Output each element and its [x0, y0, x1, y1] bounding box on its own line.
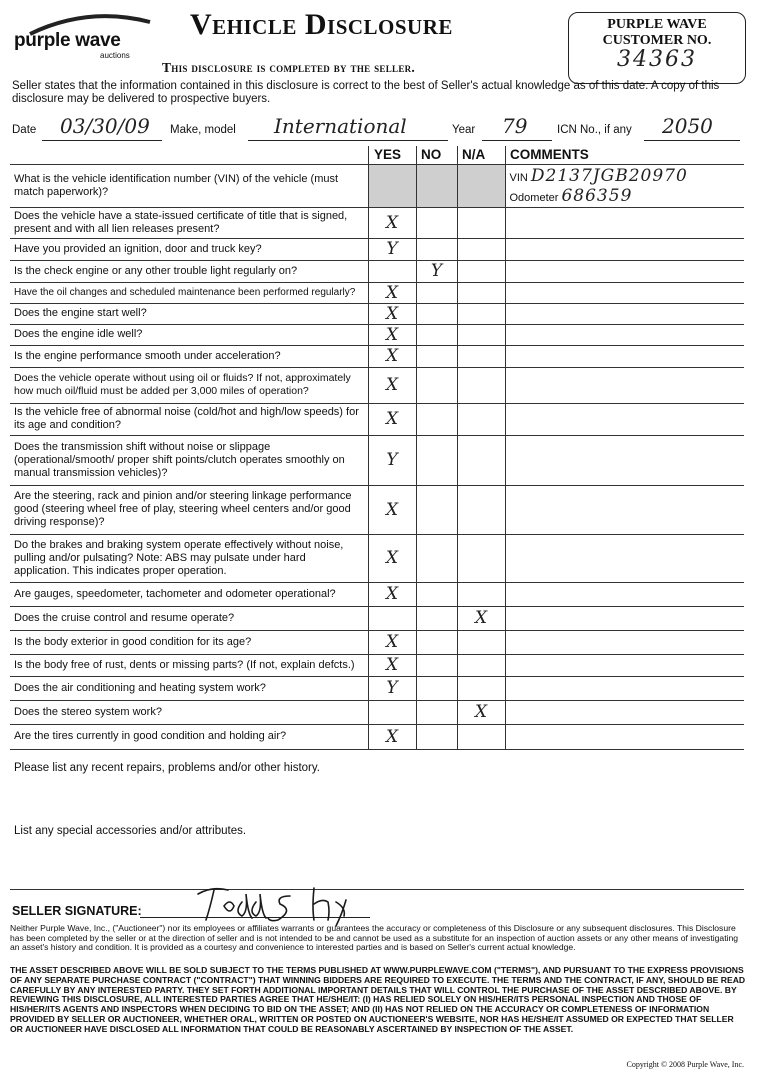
na-checkbox[interactable]: X: [457, 606, 505, 630]
table-row: [10, 324, 744, 345]
yes-checkbox[interactable]: X: [368, 403, 416, 435]
comment-cell[interactable]: [505, 485, 744, 534]
table-row: [10, 654, 744, 676]
comment-cell[interactable]: [505, 534, 744, 582]
accessories-label: List any special accessories and/or attributes.: [14, 825, 247, 837]
customer-box-line2: CUSTOMER NO.: [602, 33, 712, 48]
vin-label: VIN: [509, 171, 528, 184]
na-checkbox[interactable]: [457, 654, 505, 676]
page-subtitle: This disclosure is completed by the seller.: [162, 60, 416, 75]
question-text: Do the brakes and braking system operate effectively without noise, pulling and/or pulsating? Note: ABS may pulsate under hard application. This indicates proper operation.: [10, 534, 368, 582]
no-checkbox[interactable]: [416, 630, 457, 654]
header-yes: YES: [374, 147, 402, 162]
na-checkbox[interactable]: [457, 207, 505, 238]
icn-label: ICN No., if any: [557, 124, 632, 136]
date-field[interactable]: 03/30/09: [60, 114, 150, 138]
page-title: Vehicle Disclosure: [190, 8, 453, 41]
yes-checkbox[interactable]: X: [368, 654, 416, 676]
header-row: [10, 146, 744, 164]
vin-comment: [505, 164, 744, 207]
yes-checkbox[interactable]: Y: [368, 238, 416, 260]
icn-field[interactable]: 2050: [662, 114, 713, 138]
table-row: [10, 676, 744, 700]
question-text: Is the body exterior in good condition for its age?: [10, 630, 368, 654]
no-checkbox[interactable]: [416, 606, 457, 630]
comment-cell[interactable]: [505, 345, 744, 367]
yes-checkbox[interactable]: X: [368, 345, 416, 367]
yes-checkbox[interactable]: X: [368, 303, 416, 324]
na-checkbox[interactable]: [457, 367, 505, 403]
no-checkbox[interactable]: [416, 676, 457, 700]
table-row: [10, 164, 744, 207]
table-row: [10, 207, 744, 238]
make-label: Make, model: [170, 124, 236, 136]
no-checkbox[interactable]: [416, 435, 457, 485]
na-checkbox[interactable]: [457, 303, 505, 324]
comment-cell[interactable]: [505, 654, 744, 676]
no-checkbox[interactable]: [416, 654, 457, 676]
yes-checkbox[interactable]: [368, 700, 416, 724]
no-checkbox[interactable]: Y: [416, 260, 457, 282]
table-row: [10, 700, 744, 724]
na-checkbox[interactable]: [457, 676, 505, 700]
na-checkbox[interactable]: [457, 282, 505, 303]
question-text: Does the engine idle well?: [10, 324, 368, 345]
comment-cell[interactable]: [505, 724, 744, 749]
no-checkbox[interactable]: [416, 207, 457, 238]
comment-cell[interactable]: [505, 676, 744, 700]
make-field[interactable]: International: [274, 114, 407, 138]
divider: [10, 889, 744, 890]
table-row: [10, 485, 744, 534]
comment-cell[interactable]: [505, 435, 744, 485]
yes-checkbox[interactable]: [368, 606, 416, 630]
yes-cell: [368, 164, 416, 207]
year-label: Year: [452, 124, 476, 136]
yes-checkbox[interactable]: X: [368, 630, 416, 654]
yes-checkbox[interactable]: X: [368, 207, 416, 238]
yes-checkbox[interactable]: X: [368, 724, 416, 749]
question-text: Does the engine start well?: [10, 303, 368, 324]
comment-cell[interactable]: [505, 700, 744, 724]
table-row: [10, 534, 744, 582]
table-row: [10, 724, 744, 749]
question-text: Does the air conditioning and heating system work?: [10, 676, 368, 700]
comment-cell[interactable]: [505, 403, 744, 435]
copyright: Copyright © 2008 Purple Wave, Inc.: [626, 1060, 744, 1069]
purple-wave-logo: [8, 8, 158, 58]
comment-cell[interactable]: [505, 260, 744, 282]
no-checkbox[interactable]: [416, 403, 457, 435]
yes-checkbox[interactable]: [368, 260, 416, 282]
no-checkbox[interactable]: [416, 238, 457, 260]
header-comments: COMMENTS: [510, 147, 589, 162]
question-text: Does the stereo system work?: [10, 700, 368, 724]
customer-number-value[interactable]: 34363: [617, 47, 697, 72]
comment-cell[interactable]: [505, 324, 744, 345]
comment-cell[interactable]: [505, 303, 744, 324]
na-checkbox[interactable]: [457, 435, 505, 485]
yes-checkbox[interactable]: Y: [368, 435, 416, 485]
na-checkbox[interactable]: [457, 238, 505, 260]
question-text: Is the engine performance smooth under acceleration?: [10, 345, 368, 367]
na-checkbox[interactable]: X: [457, 700, 505, 724]
header-na: N/A: [462, 147, 486, 162]
no-checkbox[interactable]: [416, 282, 457, 303]
na-checkbox[interactable]: [457, 345, 505, 367]
year-field[interactable]: 79: [502, 114, 528, 138]
comment-cell[interactable]: [505, 367, 744, 403]
question-text: Are the steering, rack and pinion and/or steering linkage performance good (steering wheel free of play, steering wheel centers and/or good driving response)?: [10, 485, 368, 534]
na-checkbox[interactable]: [457, 630, 505, 654]
repairs-label: Please list any recent repairs, problems and/or other history.: [14, 762, 320, 774]
no-checkbox[interactable]: [416, 345, 457, 367]
yes-checkbox[interactable]: X: [368, 534, 416, 582]
na-checkbox[interactable]: [457, 582, 505, 606]
yes-checkbox[interactable]: X: [368, 282, 416, 303]
question-text: Does the vehicle operate without using oil or fluids? If not, approximately how much oil/fluid must be added per 3,000 miles of operation?: [10, 367, 368, 403]
table-row: [10, 582, 744, 606]
table-row: [10, 403, 744, 435]
na-cell: [457, 164, 505, 207]
question-text: Have you provided an ignition, door and truck key?: [10, 238, 368, 260]
question-text: Does the cruise control and resume operate?: [10, 606, 368, 630]
yes-checkbox[interactable]: X: [368, 324, 416, 345]
comment-cell[interactable]: [505, 606, 744, 630]
question-text: What is the vehicle identification number (VIN) of the vehicle (must match paperwork)?: [10, 164, 368, 207]
header-no: NO: [421, 147, 442, 162]
signature-label: SELLER SIGNATURE:: [12, 904, 142, 918]
seller-statement: Seller states that the information contained in this disclosure is correct to the best of Seller's actual knowledge as of this date. A copy of this disclosure may be delivered to prospective buyers.: [12, 80, 720, 105]
terms-text: THE ASSET DESCRIBED ABOVE WILL BE SOLD SUBJECT TO THE TERMS PUBLISHED AT WWW.PURPLEWAVE.COM ("TERMS"), AND PURSUANT TO THE EXPRESS PROVISIONS OF ANY SEPARATE PURCHASE CONTRACT ("CONTRACT") THAT WINNING BIDDERS ARE REQUIRED TO EXECUTE. THE TERMS AND THE CONTRACT, IF ANY, SHOULD BE READ CAREFULLY BY ANY INTERESTED PARTY. THEY SET FORTH ADDITIONAL IMPORTANT DETAILS THAT WILL CONTROL THE PURCHASE OF THE ASSET DESCRIBED ABOVE. BY REVIEWING THIS DISCLOSURE, ALL INTERESTED PARTIES AGREE THAT HE/SHE/IT: (I) HAS RELIED SOLELY ON HIS/HER/ITS PERSONAL INSPECTION AND THOSE OF HIS/HER/ITS AGENTS AND INSPECTORS WHEN DECIDING TO BID ON THE ASSET; AND (II) HAS NOT RELIED ON THE ACCURACY OR COMPLETENESS OF INFORMATION PROVIDED BY SELLER OR AUCTIONEER, WHETHER ORAL, WRITTEN OR POSTED ON AUCTIONEER'S WEBSITE, NOR HAS HE/SHE/IT ASSUMED OR EXPECTED THAT SELLER OR AUCTIONEER HAVE DISCLOSED ALL INFORMATION THAT COULD BE REASONABLY ASCERTAINED BY INSPECTION OF THE ASSET.: [10, 965, 746, 1034]
na-checkbox[interactable]: [457, 724, 505, 749]
logo-wordmark: purple wave: [14, 30, 121, 51]
question-text: Have the oil changes and scheduled maintenance been performed regularly?: [10, 282, 368, 303]
na-checkbox[interactable]: [457, 403, 505, 435]
comment-cell[interactable]: [505, 630, 744, 654]
no-checkbox[interactable]: [416, 534, 457, 582]
disclosure-table: [10, 146, 744, 750]
no-checkbox[interactable]: [416, 700, 457, 724]
yes-checkbox[interactable]: X: [368, 485, 416, 534]
no-checkbox[interactable]: [416, 324, 457, 345]
table-row: [10, 630, 744, 654]
na-checkbox[interactable]: [457, 324, 505, 345]
no-checkbox[interactable]: [416, 582, 457, 606]
customer-number-box: [568, 12, 746, 84]
no-checkbox[interactable]: [416, 724, 457, 749]
comment-cell[interactable]: [505, 282, 744, 303]
question-text: Are gauges, speedometer, tachometer and odometer operational?: [10, 582, 368, 606]
no-checkbox[interactable]: [416, 485, 457, 534]
yes-checkbox[interactable]: Y: [368, 676, 416, 700]
table-row: [10, 435, 744, 485]
odometer-field[interactable]: 686359: [561, 185, 633, 206]
table-row: [10, 282, 744, 303]
question-text: Is the vehicle free of abnormal noise (cold/hot and high/low speeds) for its age and condition?: [10, 403, 368, 435]
no-cell: [416, 164, 457, 207]
na-checkbox[interactable]: [457, 260, 505, 282]
question-text: Does the transmission shift without noise or slippage (operational/smooth/ proper shift points/clutch operates smoothly on manual transmission vehicles)?: [10, 435, 368, 485]
date-label: Date: [12, 124, 37, 136]
customer-box-line1: PURPLE WAVE: [607, 17, 707, 32]
yes-checkbox[interactable]: X: [368, 367, 416, 403]
no-checkbox[interactable]: [416, 367, 457, 403]
disclaimer-text: Neither Purple Wave, Inc., ("Auctioneer") nor its employees or affiliates warrants or guarantees the accuracy or completeness of this Disclosure or any subsequent disclosures. This Disclosure has been completed by the seller or at the direction of seller and is not intended to be and cannot be used as a substitute for an inspection of auction assets or any other means of investigating an asset's history and condition. It is provided as a courtesy and convenience to interested parties and is based on Seller's current actual knowledge.: [10, 923, 739, 953]
comment-cell[interactable]: [505, 238, 744, 260]
no-checkbox[interactable]: [416, 303, 457, 324]
comment-cell[interactable]: [505, 207, 744, 238]
na-checkbox[interactable]: [457, 534, 505, 582]
yes-checkbox[interactable]: X: [368, 582, 416, 606]
question-text: Is the check engine or any other trouble light regularly on?: [10, 260, 368, 282]
table-row: [10, 260, 744, 282]
table-row: [10, 303, 744, 324]
question-text: Are the tires currently in good condition and holding air?: [10, 724, 368, 749]
question-text: Is the body free of rust, dents or missing parts? (If not, explain defcts.): [10, 654, 368, 676]
logo-subtext: auctions: [100, 51, 130, 60]
question-text: Does the vehicle have a state-issued certificate of title that is signed, present and with all lien releases present?: [10, 207, 368, 238]
comment-cell[interactable]: [505, 582, 744, 606]
table-row: [10, 345, 744, 367]
table-row: [10, 238, 744, 260]
table-row: [10, 606, 744, 630]
table-row: [10, 367, 744, 403]
vin-field[interactable]: D2137JGB20970: [530, 165, 688, 186]
vehicle-info-row: [12, 116, 742, 146]
odometer-label: Odometer: [509, 191, 559, 204]
na-checkbox[interactable]: [457, 485, 505, 534]
